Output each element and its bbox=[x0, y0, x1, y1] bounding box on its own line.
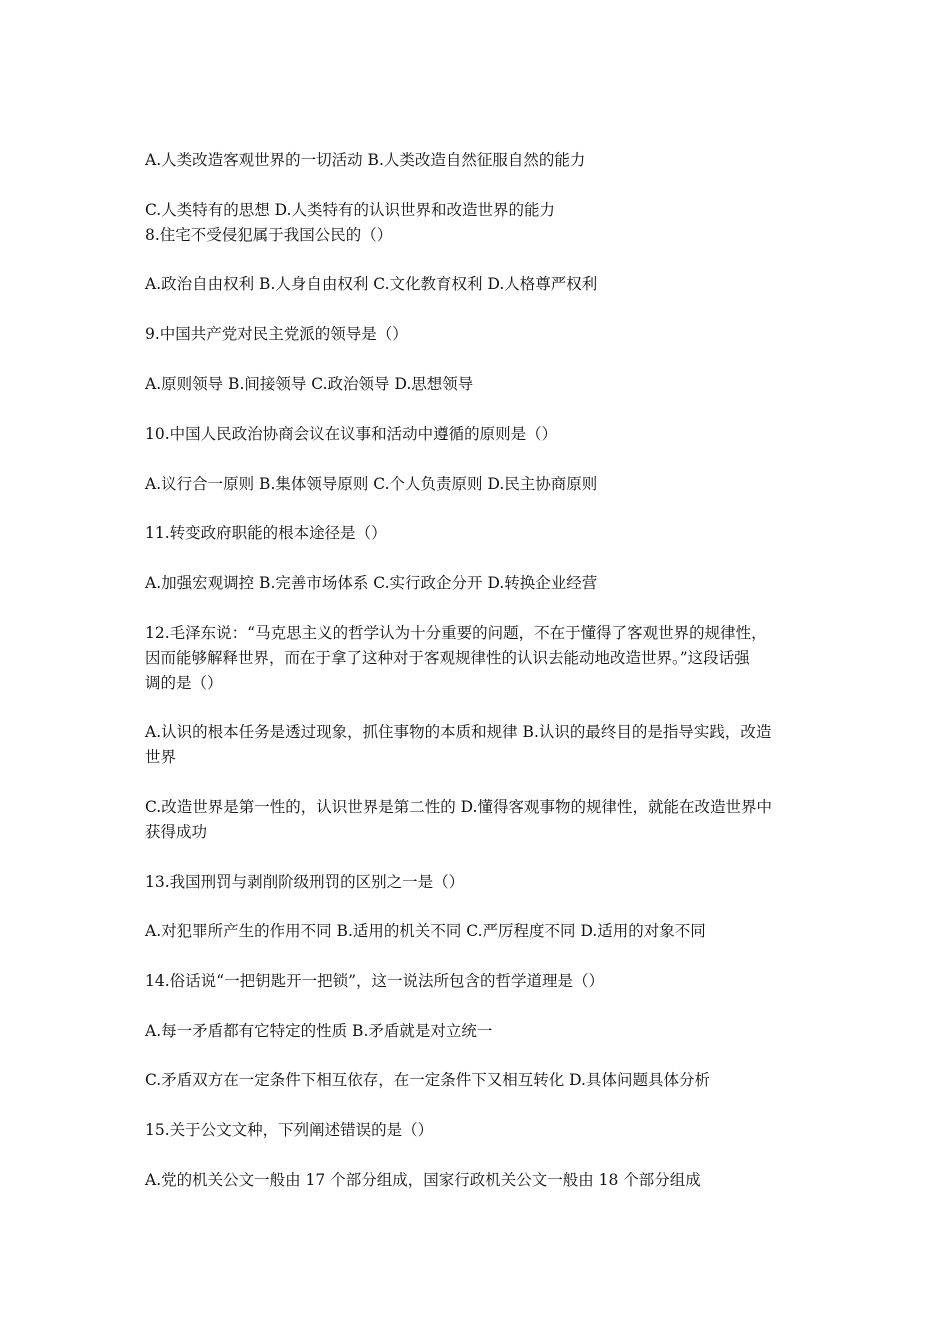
option-line: A.每一矛盾都有它特定的性质 B.矛盾就是对立统一 bbox=[145, 1022, 493, 1040]
question-line: 13.我国刑罚与剥削阶级刑罚的区别之一是（） bbox=[145, 873, 465, 891]
question-line: 10.中国人民政治协商会议在议事和活动中遵循的原则是（） bbox=[145, 425, 558, 443]
option-line: A.党的机关公文一般由 17 个部分组成，国家行政机关公文一般由 18 个部分组成 bbox=[145, 1171, 701, 1189]
question-line: 11.转变政府职能的根本途径是（） bbox=[145, 524, 387, 542]
option-line: 世界 bbox=[145, 748, 177, 766]
option-line: C.矛盾双方在一定条件下相互依存，在一定条件下又相互转化 D.具体问题具体分析 bbox=[145, 1071, 710, 1089]
option-line: A.认识的根本任务是透过现象，抓住事物的本质和规律 B.认识的最终目的是指导实践，改造 bbox=[145, 723, 772, 741]
option-line: A.原则领导 B.间接领导 C.政治领导 D.思想领导 bbox=[145, 375, 474, 393]
question-line: 14.俗话说“一把钥匙开一把锁”，这一说法所包含的哲学道理是（） bbox=[145, 972, 605, 990]
option-line: A.对犯罪所产生的作用不同 B.适用的机关不同 C.严厉程度不同 D.适用的对象不同 bbox=[145, 922, 706, 940]
option-line: C.改造世界是第一性的，认识世界是第二性的 D.懂得客观事物的规律性，就能在改造世界中 bbox=[145, 798, 772, 816]
option-line: A.加强宏观调控 B.完善市场体系 C.实行政企分开 D.转换企业经营 bbox=[145, 574, 598, 592]
option-line: A.议行合一原则 B.集体领导原则 C.个人负责原则 D.民主协商原则 bbox=[145, 475, 598, 493]
option-line: C.人类特有的思想 D.人类特有的认识世界和改造世界的能力 bbox=[145, 201, 555, 219]
question-line: 9.中国共产党对民主党派的领导是（） bbox=[145, 325, 408, 343]
question-line: 调的是（） bbox=[145, 674, 223, 692]
question-line: 12.毛泽东说：“马克思主义的哲学认为十分重要的问题，不在于懂得了客观世界的规律性， bbox=[145, 624, 767, 642]
question-line: 8.住宅不受侵犯属于我国公民的（） bbox=[145, 226, 393, 244]
option-line: A.人类改造客观世界的一切活动 B.人类改造自然征服自然的能力 bbox=[145, 151, 586, 169]
question-line: 因而能够解释世界，而在于拿了这种对于客观规律性的认识去能动地改造世界。”这段话强 bbox=[145, 649, 750, 667]
option-line: 获得成功 bbox=[145, 823, 208, 841]
option-line: A.政治自由权利 B.人身自由权利 C.文化教育权利 D.人格尊严权利 bbox=[145, 275, 598, 293]
question-line: 15.关于公文文种，下列阐述错误的是（） bbox=[145, 1121, 434, 1139]
